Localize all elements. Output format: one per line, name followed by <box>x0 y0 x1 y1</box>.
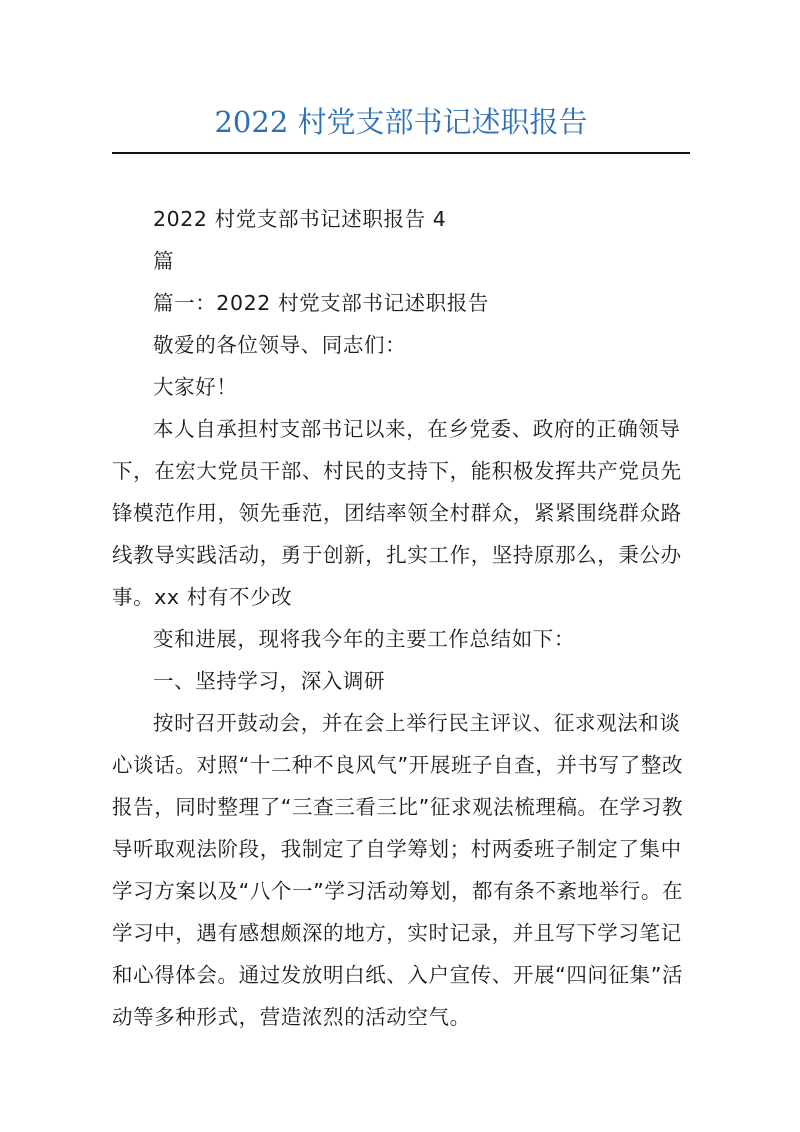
point-one-paragraph: 按时召开鼓动会，并在会上举行民主评议、征求观法和谈心谈话。对照“十二种不良风气”开展班子自查，并书写了整改报告，同时整理了“三查三看三比”征求观法梳理稿。在学习教导听取观法阶段，我制定了自学筹划；村两委班子制定了集中学习方案以及“八个一”学习活动筹划，都有条不紊地举行。在学习中，遇有感想颇深的地方，实时记录，并且写下学习笔记和心得体会。通过发放明白纸、入户宣传、开展“四问征集”活动等多种形式，营造浓烈的活动空气。 <box>112 711 684 1029</box>
document-title: 2022 村党支部书记述职报告 <box>214 105 588 139</box>
point-one-heading: 一、坚持学习，深入调研 <box>153 669 386 693</box>
salutation: 大家好！ <box>153 375 238 399</box>
subtitle-line-continued: 篇 <box>153 249 175 273</box>
section-heading: 篇一：2022 村党支部书记述职报告 <box>153 291 489 315</box>
document-body <box>112 198 692 1038</box>
title-divider <box>112 152 690 154</box>
intro-paragraph: 本人自承担村支部书记以来，在乡党委、政府的正确领导下，在宏大党员干部、村民的支持下，能积极发挥共产党员先锋模范作用，领先垂范，团结率领全村群众，紧紧围绕群众路线教导实践活动，勇于创新，扎实工作，坚持原那么，秉公办事。xx 村有不少改 <box>112 417 682 609</box>
transition-paragraph: 变和进展，现将我今年的主要工作总结如下： <box>153 627 575 651</box>
subtitle-line: 2022 村党支部书记述职报告 4 <box>153 207 447 231</box>
greeting: 敬爱的各位领导、同志们： <box>153 333 407 357</box>
